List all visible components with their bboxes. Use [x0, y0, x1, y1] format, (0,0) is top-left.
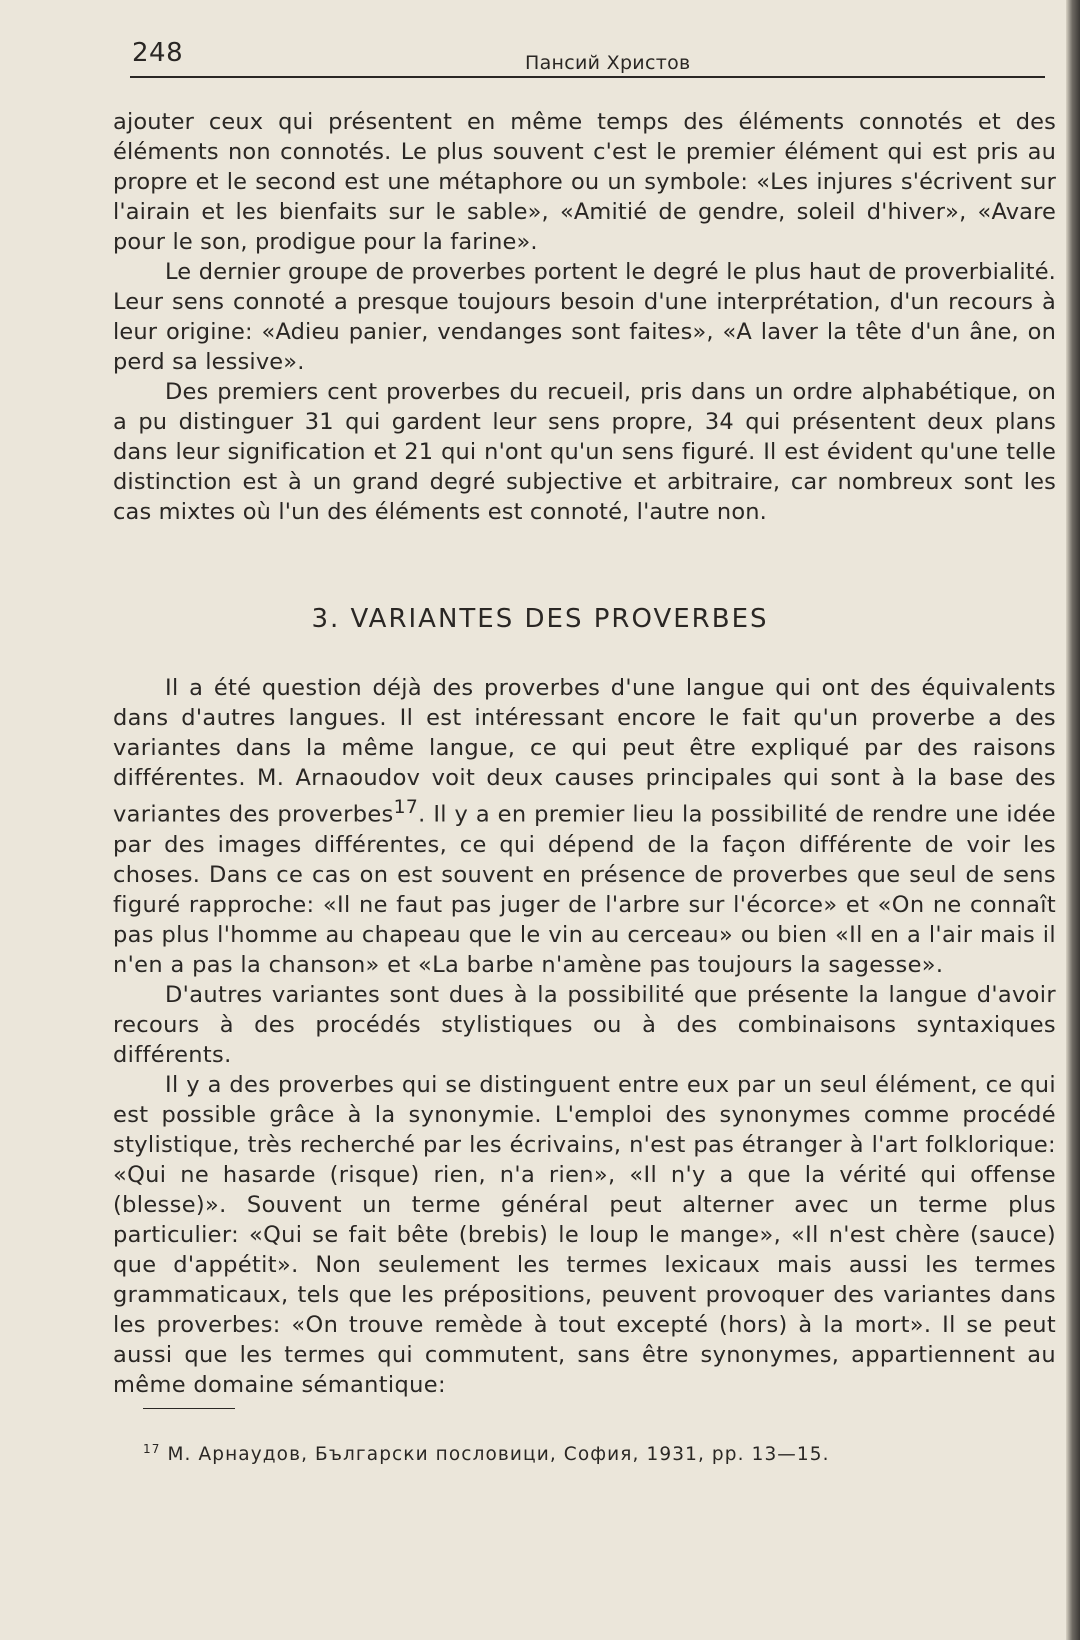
paragraph	[113, 673, 1056, 980]
page-header	[130, 38, 1050, 82]
paragraph: Il y a des proverbes qui se distinguent entre eux par un seul élément, ce qui est possible grâce à la synonymie. L'emploi des synonymes comme procédé stylistique, très recherché par les écrivains, n'est pas étranger à l'art folklorique: «Qui ne hasarde (risque) rien, n'a rien», «Il n'y a que la vérité qui offense (blesse)». Souvent un terme général peut alterner avec un terme plus particulier: «Qui se fait bête (brebis) le loup le mange», «Il n'est chère (sauce) que d'appétit». Non seulement les termes lexicaux mais aussi les termes grammaticaux, tels que les prépositions, peuvent provoquer des variantes dans les proverbes: «On trouve remède à tout excepté (hors) à la mort». Il se peut aussi que les termes qui commutent, sans être synonymes, appartiennent au même domaine sémantique:	[113, 1071, 1056, 1398]
paragraph: ajouter ceux qui présentent en même temps des éléments connotés et des éléments non connotés. Le plus souvent c'est le premier élément qui est pris au propre et le second est une métaphore ou un symbole: «Les injures s'écrivent sur l'airain et les bienfaits sur le sable», «Amitié de gendre, soleil d'hiver», «Avare pour le son, prodigue pour la farine».	[113, 109, 1056, 255]
section-heading: 3. VARIANTES DES PROVERBES	[311, 604, 769, 634]
header-rule	[130, 76, 1045, 78]
paragraph: Des premiers cent proverbes du recueil, pris dans un ordre alphabétique, on a pu distinguer 31 qui gardent leur sens propre, 34 qui présentent deux plans dans leur signification et 21 qui n'ont qu'un sens figuré. Il est évident qu'une telle distinction est à un grand degré subjective et arbitraire, car nombreux sont les cas mixtes où l'un des éléments est connoté, l'autre non.	[113, 379, 1056, 525]
paragraph-text: Il a été question déjà des proverbes d'une langue qui ont des équivalents dans d'autres langues. Il est intéressant encore le fait qu'un proverbe a des variantes dans la même langue, ce qui peut être expliqué par des raisons différentes. M. Arnaoudov voit deux causes principales qui sont à la base des variantes des proverbes	[113, 675, 1056, 828]
footnote-rule	[143, 1408, 235, 1409]
page-number: 248	[132, 38, 184, 68]
body-text-bottom	[113, 673, 1056, 1400]
paragraph: Le dernier groupe de proverbes portent le degré le plus haut de proverbialité. Leur sens connoté a presque toujours besoin d'une interprétation, d'un recours à leur origine: «Adieu panier, vendanges sont faites», «A laver la tête d'un âne, on perd sa lessive».	[113, 259, 1056, 375]
footnote	[143, 1442, 1043, 1465]
running-title: Пансий Христов	[525, 52, 691, 74]
footnote-reference: 17	[393, 797, 419, 818]
paragraph-text: . Il y a en premier lieu la possibilité de rendre une idée par des images différentes, ce qui dépend de la façon différente de voir les choses. Dans ce cas on est souvent en présence de proverbes que seul de sens figuré rapproche: «Il ne faut pas juger de l'arbre sur l'écorce» et «On ne connaît pas plus l'homme au chapeau que le vin au cerceau» ou bien «Il en a l'air mais il n'en a pas la chanson» et «La barbe n'amène pas toujours la sagesse».	[113, 801, 1056, 978]
body-text-top	[113, 107, 1056, 527]
page-edge-shadow	[1066, 0, 1080, 1640]
footnote-marker: 17	[143, 1442, 161, 1456]
paragraph: D'autres variantes sont dues à la possibilité que présente la langue d'avoir recours à des procédés stylistiques ou à des combinaisons syntaxiques différents.	[113, 981, 1056, 1068]
footnote-text: М. Арнаудов, Български пословици, София, 1931, pp. 13—15.	[167, 1444, 830, 1466]
